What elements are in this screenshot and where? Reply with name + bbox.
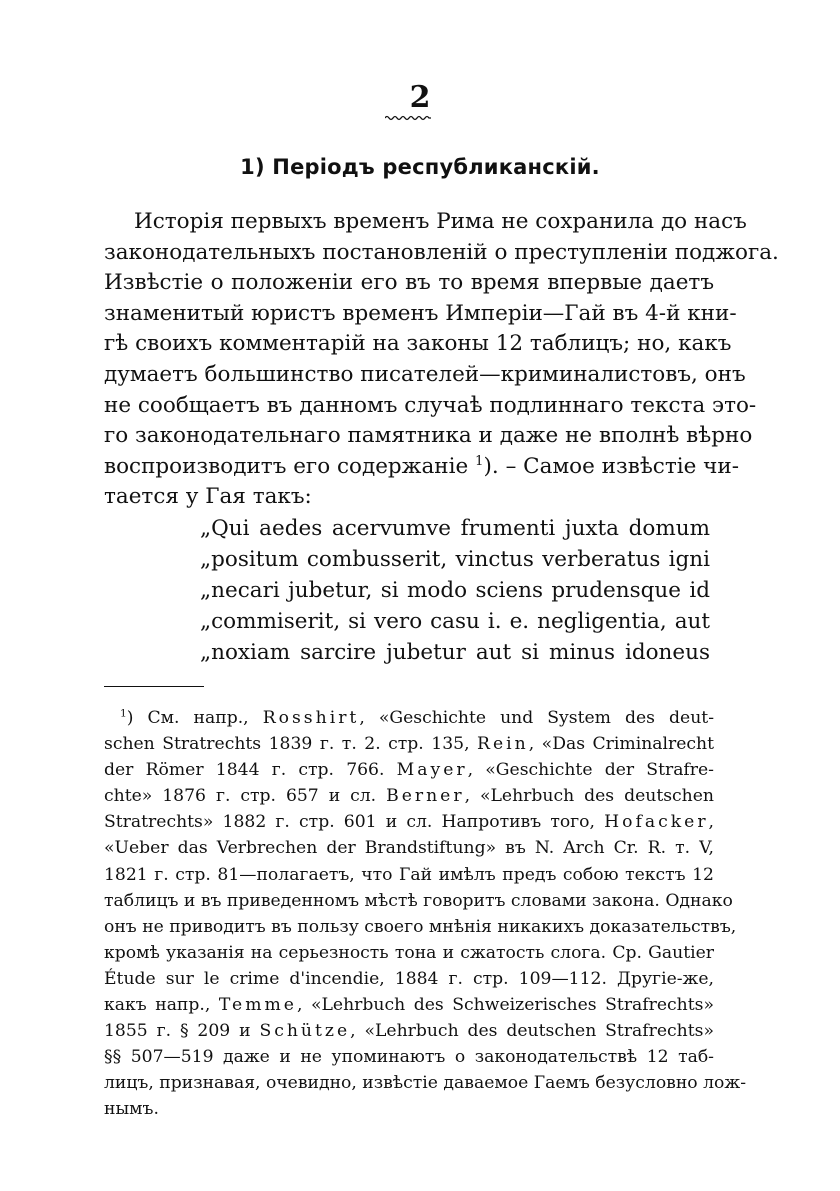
- body-text-segment: ). – Самое извѣстіе чи-: [483, 453, 739, 479]
- footnote-line: онъ не приводитъ въ пользу своего мнѣнія никакихъ доказательствъ,: [104, 916, 737, 937]
- footnote-text: ) См. напр.,: [126, 708, 263, 728]
- footnote-text: schen Stratrechts 1839 г. т. 2. стр. 135,: [104, 734, 478, 755]
- footnote-text: der Römer 1844 г. стр. 766.: [104, 760, 397, 781]
- footnote-line: [104, 783, 714, 809]
- body-line: не сообщаетъ въ данномъ случаѣ подлиннаго текста это-: [104, 392, 757, 418]
- cited-author: Hofacker: [604, 812, 709, 833]
- footnote-line: нымъ.: [104, 1099, 159, 1120]
- cited-author: Berner: [386, 786, 465, 807]
- footnote-text: , «Geschichte der Strafre-: [467, 760, 714, 781]
- cited-author: Temme: [218, 995, 297, 1016]
- footnote-line: [104, 809, 714, 835]
- body-text-segment: воспроизводитъ его содержаніе: [104, 453, 476, 479]
- body-line: Исторія первыхъ временъ Рима не сохранила до насъ: [134, 209, 747, 234]
- footnote: [104, 705, 747, 1123]
- cited-author: Schütze: [259, 1021, 351, 1042]
- footnote-line: [104, 757, 714, 783]
- footnote-marker: 1: [120, 706, 127, 720]
- footnote-line: [104, 705, 714, 731]
- footnote-line: кромѣ указанія на серьезность тона и сжатость слога. Cp. Gautier: [104, 942, 714, 963]
- footnote-line: [104, 992, 714, 1018]
- body-line: го законодательнаго памятника и даже не вполнѣ вѣрно: [104, 423, 753, 449]
- footnote-line: §§ 507—519 даже и не упоминаютъ о законодательствѣ 12 таб-: [104, 1047, 714, 1068]
- body-line: знаменитый юристъ временъ Имперіи—Гай въ 4-й кни-: [104, 300, 737, 326]
- footnote-line: [104, 1018, 714, 1044]
- quote-line: „noxiam sarcire jubetur aut si minus idoneus: [200, 640, 710, 665]
- quote-line: „Qui aedes acervumve frumenti juxta domum: [200, 516, 710, 541]
- footnote-text: какъ напр.,: [104, 995, 219, 1016]
- footnote-line: лицъ, признавая, очевидно, извѣстіе даваемое Гаемъ безусловно лож-: [104, 1073, 747, 1094]
- body-line: гѣ своихъ комментарій на законы 12 таблицъ; но, какъ: [104, 331, 732, 357]
- footnote-text: ,: [708, 812, 714, 833]
- footnote-text: , «Lehrbuch des Schweizerisches Strafrechts»: [296, 995, 714, 1016]
- footnote-text: , «Das Criminalrecht: [528, 734, 714, 755]
- footnote-divider: [104, 686, 204, 687]
- section-heading: 1) Періодъ республиканскій.: [240, 155, 600, 179]
- footnote-line: «Ueber das Verbrechen der Brandstiftung» въ N. Arch Cr. R. т. V,: [104, 838, 714, 859]
- page-number-ornament: [385, 115, 431, 121]
- quote-line: „necari jubetur, si modo sciens prudensque id: [200, 578, 710, 603]
- body-line: [104, 452, 739, 483]
- latin-quotation: [200, 513, 710, 668]
- body-line: тается у Гая такъ:: [104, 484, 312, 510]
- footnote-text: Stratrechts» 1882 г. стр. 601 и сл. Напротивъ того,: [104, 812, 605, 833]
- footnote-line: 1821 г. стр. 81—полагаетъ, что Гай имѣлъ предъ собою текстъ 12: [104, 864, 714, 885]
- footnote-line: [104, 731, 714, 757]
- cited-author: Mayer: [396, 760, 468, 781]
- footnote-line: Étude sur le crime d'incendie, 1884 г. стр. 109—112. Другіе-же,: [104, 968, 714, 989]
- footnote-reference[interactable]: 1: [475, 453, 484, 469]
- body-line: думаетъ большинство писателей—криминалистовъ, онъ: [104, 361, 746, 387]
- footnote-text: , «Geschichte und System des deut-: [359, 708, 714, 728]
- body-paragraph: [104, 207, 779, 513]
- footnote-text: chte» 1876 г. стр. 657 и сл.: [104, 786, 387, 807]
- page-number: 2: [409, 80, 431, 115]
- footnote-line: таблицъ и въ приведенномъ мѣстѣ говоритъ словами закона. Однако: [104, 890, 733, 911]
- footnote-text: , «Lehrbuch des deutschen: [464, 786, 714, 807]
- footnote-text: , «Lehrbuch des deutschen Strafrechts»: [350, 1021, 714, 1042]
- quote-line: „commiserit, si vero casu i. e. negligentia, aut: [200, 609, 710, 634]
- cited-author: Rein: [477, 734, 529, 755]
- body-line: законодательныхъ постановленій о преступленіи поджога.: [104, 239, 779, 265]
- cited-author: Rosshirt: [262, 708, 360, 728]
- quote-line: „positum combusserit, vinctus verberatus igni: [200, 547, 710, 572]
- body-line: Извѣстіе о положеніи его въ то время впервые даетъ: [104, 270, 714, 296]
- footnote-text: 1855 г. § 209 и: [104, 1021, 260, 1042]
